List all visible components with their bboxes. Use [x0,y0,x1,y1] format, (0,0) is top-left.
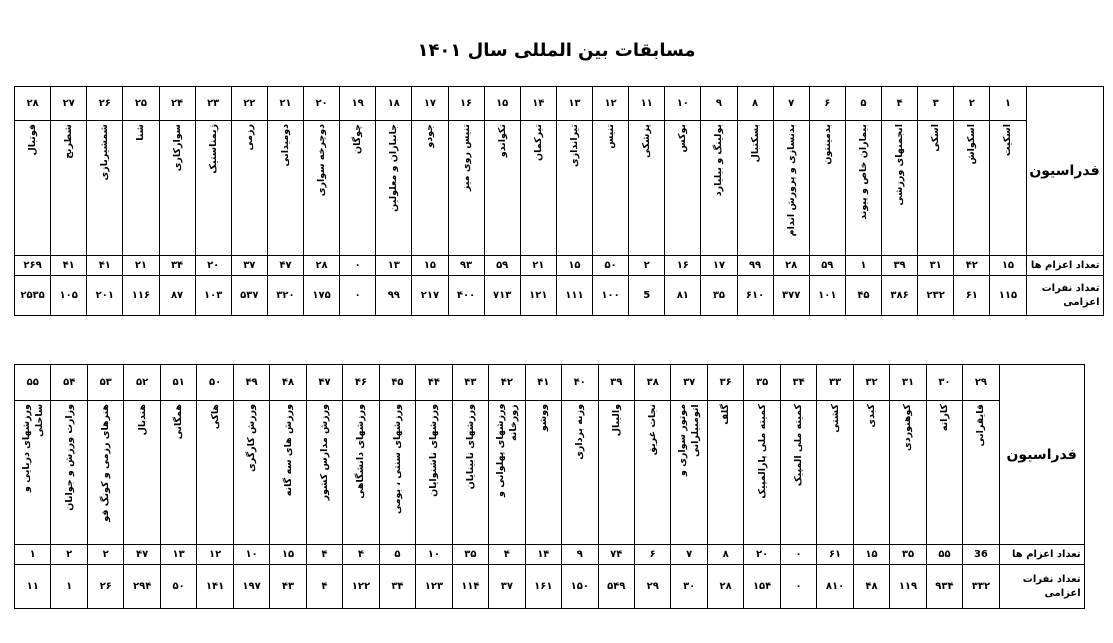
row-number: ۲۹ [963,365,999,401]
people-count: ۰ [340,276,376,316]
federations-table-2 [14,364,1085,609]
row-number: ۳۴ [780,365,816,401]
people-count: ۱۲۲ [343,565,379,609]
people-count: ۴۵ [845,276,881,316]
people-count: ۱۷۵ [304,276,340,316]
dispatch-count: ۲۱ [520,256,556,276]
federation-name-cell [304,121,340,256]
federation-name: کبدی [866,404,878,428]
people-count: ۳۸۶ [882,276,918,316]
federation-name-cell [701,121,737,256]
federation-name: بولینگ و بیلیارد [713,124,725,197]
dispatch-count: ۵۵ [926,545,962,565]
people-count: ۱۱۵ [990,276,1026,316]
row-number: ۴ [882,87,918,121]
dispatch-count: ۹۹ [737,256,773,276]
people-count: ۱۹۷ [233,565,269,609]
row-number: ۵۲ [124,365,160,401]
people-row [15,565,1085,609]
people-count: ۵۴۹ [598,565,634,609]
federations-table-1 [14,86,1104,316]
federation-name-cell [562,401,598,545]
federation-name-cell [918,121,954,256]
people-count: ۳۵ [701,276,737,316]
row-number: ۴۱ [525,365,561,401]
row-number: ۶ [809,87,845,121]
federation-name-cell [15,401,51,545]
federation-name-cell [809,121,845,256]
federation-name-cell [671,401,707,545]
dispatch-count: ۷ [671,545,707,565]
federation-name-cell [737,121,773,256]
federation-name-cell [853,401,889,545]
row-number: ۳۹ [598,365,634,401]
people-count: ۱۰۳ [195,276,231,316]
row-number: ۹ [701,87,737,121]
dispatch-count: ۸ [707,545,743,565]
people-count: ۲۸ [707,565,743,609]
dispatch-count: ۳۴ [159,256,195,276]
dispatch-count: ۴۷ [267,256,303,276]
federation-name: جانبازان و معلولین [388,124,400,212]
people-count: ۴۰۰ [448,276,484,316]
people-count: ۳۳۲ [963,565,999,609]
federation-name: شنا [135,124,147,141]
federation-header: فدراسیون [999,365,1084,545]
federation-name: هنرهای رزمی و کونگ فو [100,404,112,522]
row-number: ۱۱ [629,87,665,121]
people-count: ۶۱۰ [737,276,773,316]
federation-name: ورزشهای دریایی و ساحلی [20,404,45,492]
row-number: ۱۴ [520,87,556,121]
dispatch-count: ۳۷ [231,256,267,276]
federation-name: فوتبال [27,124,39,156]
dispatch-count: ۳۹ [882,256,918,276]
dispatch-count: ۱۰ [416,545,452,565]
dispatch-count: ۲۸ [304,256,340,276]
federation-name-cell [773,121,809,256]
row-number: ۴۷ [306,365,342,401]
federation-name-cell [744,401,780,545]
federation-name: جودو [424,124,436,148]
people-count: ۲۰۱ [87,276,123,316]
federation-name: دوچرخه سواری [316,124,328,197]
people-count: ۲۶ [87,565,123,609]
row-number: ۴۲ [489,365,525,401]
federation-name: بسکتبال [749,124,761,163]
people-count: ۸۱۰ [817,565,853,609]
federation-name-cell [845,121,881,256]
row-number: ۲۳ [195,87,231,121]
federation-name-cell [489,401,525,545]
row-number: ۳ [918,87,954,121]
row-number: ۲ [954,87,990,121]
federation-name: انجمنهای ورزشی [894,124,906,206]
dispatch-count: 36 [963,545,999,565]
dispatch-count: ۴ [306,545,342,565]
dispatch-count: ۳۱ [918,256,954,276]
federation-name-cell [306,401,342,545]
federation-name: ووشو [537,404,549,432]
row-number: ۵۵ [15,365,51,401]
dispatch-count: ۱۶ [665,256,701,276]
federation-name: چوگان [352,124,364,155]
federation-name: والیبال [610,404,622,437]
row-number: ۳۶ [707,365,743,401]
row-number: ۵ [845,87,881,121]
dispatch-count: ۴۱ [87,256,123,276]
row-number: ۴۶ [343,365,379,401]
people-count: ۲۵۳۵ [15,276,51,316]
row-number: ۳۰ [926,365,962,401]
row-number: ۳۷ [671,365,707,401]
federation-name: کوهنوردی [902,404,914,451]
row-number: ۱۸ [376,87,412,121]
federation-name-cell [412,121,448,256]
federation-name-cell [267,121,303,256]
row-number: ۲۱ [267,87,303,121]
federation-name-cell [990,121,1026,256]
row-number: ۵۴ [51,365,87,401]
federation-name-cell [890,401,926,545]
name-row [15,401,1085,545]
people-count: 5 [629,276,665,316]
federation-name-cell [123,121,159,256]
federation-name: دومیدانی [279,124,291,167]
federation-name-cell [963,401,999,545]
row-number: ۱۲ [593,87,629,121]
federation-name: اسکواش [966,124,978,165]
counts-row [15,256,1104,276]
federation-name: ورزش کارگری [246,404,258,472]
row-number: ۷ [773,87,809,121]
federation-name-cell [954,121,990,256]
row-number: ۳۲ [853,365,889,401]
federation-name-cell [270,401,306,545]
federation-name: بدمینتون [821,124,833,165]
federation-name-cell [448,121,484,256]
dispatch-count: ۶ [634,545,670,565]
row-number: ۴۵ [379,365,415,401]
federation-name: بدنسازی و پرورش اندام [785,124,797,237]
people-count: ۵۰ [160,565,196,609]
dispatch-count: ۰ [340,256,376,276]
people-count: ۱۱۱ [556,276,592,316]
row-number: ۱۶ [448,87,484,121]
row-number: ۳۵ [744,365,780,401]
federation-name: وزارت ورزش و جوانان [63,404,75,511]
federation-name: همگانی [173,404,185,440]
people-label: تعداد نفرات اعزامی [1026,276,1103,316]
federation-name: ورزشهای ناشنوایان [428,404,440,497]
federation-name-cell [629,121,665,256]
dispatch-count: ۱۵ [412,256,448,276]
federation-name-cell [780,401,816,545]
dispatch-count: ۲ [87,545,123,565]
federation-name: ژیمناستیک [207,124,219,174]
dispatch-count: ۵۹ [809,256,845,276]
federation-name-cell [665,121,701,256]
dispatch-count: ۹ [562,545,598,565]
row-number: ۵۳ [87,365,123,401]
people-count: ۳۷ [489,565,525,609]
row-number: ۵۱ [160,365,196,401]
federation-name: ورزشهای نابینایان [464,404,476,490]
dispatch-count: ۴۱ [51,256,87,276]
federation-name-cell [15,121,51,256]
row-number: ۲۲ [231,87,267,121]
people-count: ۱ [51,565,87,609]
people-count: ۵۳۷ [231,276,267,316]
federation-name: پزشکی [641,124,653,158]
people-count: ۳۰ [671,565,707,609]
federation-name: کمیته ملی المپیک [793,404,805,487]
dispatch-count: ۲۰ [195,256,231,276]
federation-name-cell [51,401,87,545]
people-count: ۳۷۷ [773,276,809,316]
federation-name-cell [233,401,269,545]
dispatch-count: ۱۵ [270,545,306,565]
dispatch-count: ۱۳ [376,256,412,276]
people-count: ۱۵۰ [562,565,598,609]
federation-name-cell [634,401,670,545]
dispatch-count: ۱۴ [525,545,561,565]
people-count: ۳۲۰ [267,276,303,316]
dispatch-count: ۱۲ [197,545,233,565]
people-count: ۴۸ [853,565,889,609]
federation-name-cell [51,121,87,256]
dispatch-count: ۲۸ [773,256,809,276]
federation-name-cell [87,401,123,545]
dispatch-count: ۱۰ [233,545,269,565]
federation-name: ورزش مدارس کشور [318,404,330,501]
row-number: ۲۴ [159,87,195,121]
row-number: ۳۱ [890,365,926,401]
federation-name: تنیس روی میز [460,124,472,192]
federation-name: کمیته ملی پارالمپیک [756,404,768,499]
row-number: ۱۰ [665,87,701,121]
federation-name: ورزشهای سنتی ، بومی [391,404,403,514]
federation-name-cell [343,401,379,545]
people-count: ۱۱۴ [452,565,488,609]
people-row [15,276,1104,316]
dispatch-count: ۳۵ [452,545,488,565]
federation-name: ورزشهای پهلوانی و زورخانه [494,404,519,498]
row-number: ۸ [737,87,773,121]
federation-name-cell [124,401,160,545]
people-count: ۳۴ [379,565,415,609]
counts-label: تعداد اعزام ها [999,545,1084,565]
row-number: ۴۰ [562,365,598,401]
people-count: ۱۴۱ [197,565,233,609]
federation-name: تیراندازی [568,124,580,168]
federation-name-cell [520,121,556,256]
dispatch-count: ۷۴ [598,545,634,565]
row-number: ۵۰ [197,365,233,401]
counts-label: تعداد اعزام ها [1026,256,1103,276]
dispatch-count: ۰ [780,545,816,565]
federation-name-cell [160,401,196,545]
row-number: ۴۴ [416,365,452,401]
federation-name: اسکی [930,124,942,152]
federation-name-cell [87,121,123,256]
dispatch-count: ۹۳ [448,256,484,276]
people-label: تعداد نفرات اعزامی [999,565,1084,609]
federation-name-cell [416,401,452,545]
dispatch-count: ۵۰ [593,256,629,276]
dispatch-count: ۲۶۹ [15,256,51,276]
number-row [15,365,1085,401]
row-number: ۱۵ [484,87,520,121]
federation-name: سوارکاری [171,124,183,172]
row-number: ۴۸ [270,365,306,401]
people-count: ۲۳۲ [918,276,954,316]
federation-name: ورزشهای دانشگاهی [355,404,367,499]
federation-name: تیرکمان [532,124,544,161]
row-number: ۳۸ [634,365,670,401]
row-number: ۲۰ [304,87,340,121]
row-number: ۲۵ [123,87,159,121]
federation-name-cell [484,121,520,256]
federation-name: تنیس [605,124,617,149]
federation-name-cell [452,401,488,545]
row-number: ۳۳ [817,365,853,401]
people-count: ۹۳۴ [926,565,962,609]
dispatch-count: ۴۷ [124,545,160,565]
people-count: ۱۰۱ [809,276,845,316]
people-count: ۰ [780,565,816,609]
federation-name: تکواندو [496,124,508,158]
federation-name-cell [556,121,592,256]
federation-header: فدراسیون [1026,87,1103,256]
federation-name: گلف [720,404,732,425]
dispatch-count: ۱۵ [990,256,1026,276]
dispatch-count: ۲۱ [123,256,159,276]
dispatch-count: ۶۱ [817,545,853,565]
people-count: ۸۷ [159,276,195,316]
row-number: ۱ [990,87,1026,121]
federation-name-cell [159,121,195,256]
people-count: ۹۹ [376,276,412,316]
dispatch-count: ۱ [15,545,51,565]
dispatch-count: ۱۳ [160,545,196,565]
federation-name-cell [195,121,231,256]
people-count: ۱۵۴ [744,565,780,609]
federation-name: موتور سواری و اتومبیلرانی [677,404,702,477]
dispatch-count: ۳۵ [890,545,926,565]
federation-name: وزنه برداری [574,404,586,460]
federation-name-cell [882,121,918,256]
federation-name-cell [598,401,634,545]
row-number: ۱۳ [556,87,592,121]
name-row [15,121,1104,256]
federation-name: اسکیت [1002,124,1014,157]
federation-name-cell [376,121,412,256]
people-count: ۸۱ [665,276,701,316]
federation-name: کاراته [938,404,950,432]
dispatch-count: ۵۹ [484,256,520,276]
federation-name: شطرنج [63,124,75,159]
federation-name: کشتی [829,404,841,433]
dispatch-count: ۱۷ [701,256,737,276]
dispatch-count: ۱۵ [853,545,889,565]
people-count: ۱۲۳ [416,565,452,609]
dispatch-count: ۴۲ [954,256,990,276]
people-count: ۱۲۱ [520,276,556,316]
federation-name-cell [707,401,743,545]
people-count: ۲۹۴ [124,565,160,609]
federation-name-cell [817,401,853,545]
federation-name-cell [197,401,233,545]
row-number: ۴۳ [452,365,488,401]
dispatch-count: ۱۵ [556,256,592,276]
number-row [15,87,1104,121]
dispatch-count: ۴ [343,545,379,565]
people-count: ۱۱۹ [890,565,926,609]
dispatch-count: ۵ [379,545,415,565]
federation-name: هندبال [136,404,148,436]
dispatch-count: ۲ [629,256,665,276]
people-count: ۱۰۵ [51,276,87,316]
people-count: ۲۱۷ [412,276,448,316]
federation-name: بیماران خاص و پیوند [857,124,869,220]
people-count: ۱۶۱ [525,565,561,609]
dispatch-count: ۱ [845,256,881,276]
people-count: ۲۹ [634,565,670,609]
page-title: مسابقات بین المللی سال ۱۴۰۱ [417,40,696,61]
people-count: ۱۰۰ [593,276,629,316]
people-count: ۱۱ [15,565,51,609]
federation-name-cell [379,401,415,545]
federation-name: نجات غریق [647,404,659,456]
counts-row [15,545,1085,565]
federation-name: ورزش های سه گانه [282,404,294,497]
row-number: ۲۷ [51,87,87,121]
people-count: ۷۱۳ [484,276,520,316]
row-number: ۱۷ [412,87,448,121]
dispatch-count: ۲۰ [744,545,780,565]
people-count: ۶۱ [954,276,990,316]
people-count: ۱۱۶ [123,276,159,316]
federation-name-cell [340,121,376,256]
people-count: ۴ [306,565,342,609]
row-number: ۲۸ [15,87,51,121]
federation-name: رزمی [243,124,255,151]
row-number: ۱۹ [340,87,376,121]
row-number: ۲۶ [87,87,123,121]
federation-name-cell [926,401,962,545]
federation-name: شمشیربازی [99,124,111,181]
federation-name: قایقرانی [975,404,987,447]
people-count: ۴۳ [270,565,306,609]
federation-name-cell [593,121,629,256]
federation-name: بوکس [677,124,689,153]
dispatch-count: ۲ [51,545,87,565]
federation-name-cell [231,121,267,256]
federation-name-cell [525,401,561,545]
federation-name: هاکی [209,404,221,430]
row-number: ۴۹ [233,365,269,401]
dispatch-count: ۴ [489,545,525,565]
